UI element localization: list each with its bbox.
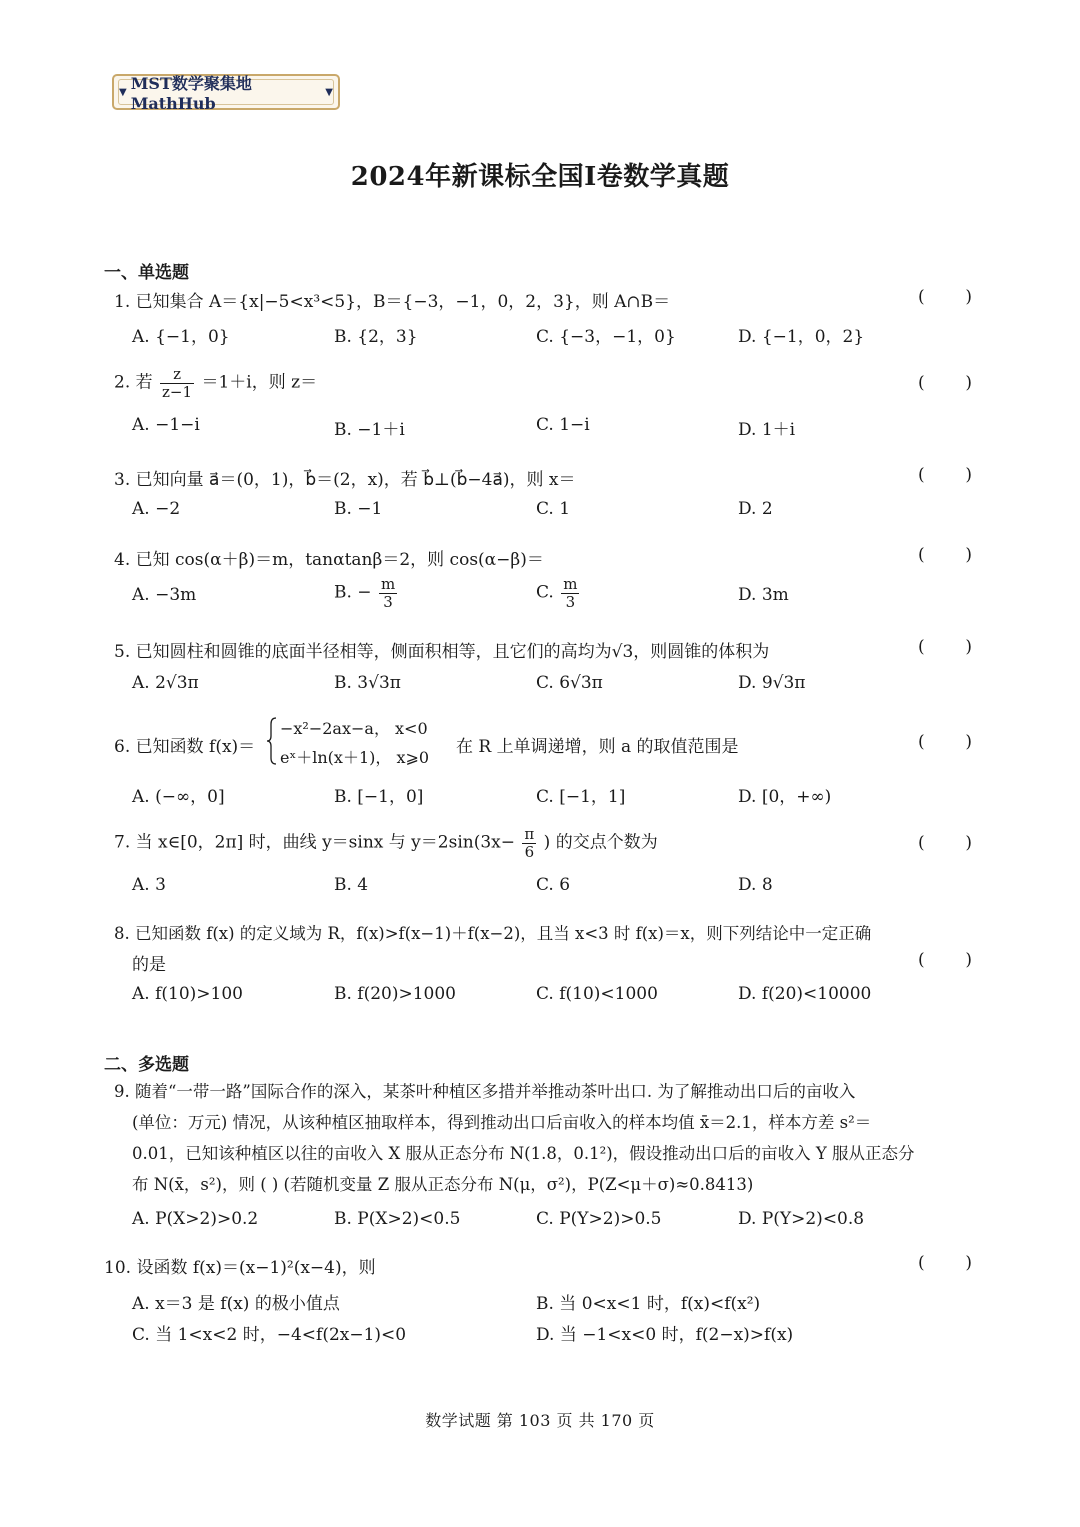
- q5-option-a: A. 2√3π: [132, 673, 199, 693]
- q5-option-d: D. 9√3π: [738, 673, 806, 693]
- q2-option-c: C. 1−i: [536, 415, 590, 435]
- q7-option-b: B. 4: [334, 875, 369, 895]
- q7-option-c: C. 6: [536, 875, 571, 895]
- q1-option-d: D. {−1，0，2}: [738, 327, 865, 347]
- q4-option-b: B. − $\frac{m}{3}$: [334, 575, 396, 611]
- piecewise-case-1: −x²−2ax−a， x<0: [280, 719, 428, 738]
- q6-option-a: A. (−∞，0]: [132, 787, 225, 807]
- fraction: $\frac{\pi}{6}$: [524, 825, 535, 861]
- question-9-line-1: 9. 随着“一带一路”国际合作的深入，某茶叶种植区多措并举推动茶叶出口. 为了解推动出口后的亩收入: [114, 1082, 856, 1101]
- question-6-pre: 6. 已知函数 f(x)＝: [114, 737, 256, 757]
- question-6-post: 在 R 上单调递增，则 a 的取值范围是: [456, 737, 739, 757]
- section-single-choice: 一、单选题: [104, 263, 189, 283]
- question-1-stem: 1. 已知集合 A＝{x|−5<x³<5}，B＝{−3，−1，0，2，3}，则 A∩B＝: [114, 292, 671, 312]
- q4-option-d: D. 3m: [738, 585, 789, 605]
- question-9-line-3: 0.01，已知该种植区以往的亩收入 X 服从正态分布 N(1.8，0.1²)，假设推动出口后的亩收入 Y 服从正态分: [132, 1144, 915, 1163]
- q9-option-a: A. P(X>2)>0.2: [132, 1209, 259, 1229]
- q3-option-a: A. −2: [132, 499, 181, 519]
- piecewise-case-2: eˣ＋ln(x＋1)， x⩾0: [280, 748, 430, 767]
- question-8-line-1: 8. 已知函数 f(x) 的定义域为 R，f(x)>f(x−1)＋f(x−2)，且当 x<3 时 f(x)＝x，则下列结论中一定正确: [114, 924, 872, 943]
- answer-bracket: ( ): [918, 373, 972, 393]
- answer-bracket: ( ): [918, 287, 972, 307]
- q8-option-b: B. f(20)>1000: [334, 984, 456, 1004]
- answer-bracket: ( ): [918, 637, 972, 657]
- q6-option-d: D. [0，+∞): [738, 787, 832, 807]
- question-5-stem: 5. 已知圆柱和圆锥的底面半径相等，侧面积相等，且它们的高均为√3，则圆锥的体积为: [114, 642, 770, 662]
- piecewise-brace-icon: [266, 716, 278, 766]
- fraction: $\frac{m}{3}$: [563, 575, 578, 611]
- answer-bracket: ( ): [918, 545, 972, 565]
- q7-option-d: D. 8: [738, 875, 773, 895]
- q10-option-b: B. 当 0<x<1 时，f(x)<f(x²): [536, 1294, 761, 1314]
- q9-option-d: D. P(Y>2)<0.8: [738, 1209, 865, 1229]
- q8-option-a: A. f(10)>100: [132, 984, 243, 1004]
- q6-option-b: B. [−1，0]: [334, 787, 424, 807]
- question-7-stem: 7. 当 x∈[0，2π] 时，曲线 y＝sinx 与 y＝2sin(3x− $\frac{\pi}{6}$ ) 的交点个数为: [114, 825, 658, 861]
- answer-bracket: ( ): [918, 465, 972, 485]
- question-10-stem: 10. 设函数 f(x)＝(x−1)²(x−4)，则: [104, 1258, 376, 1278]
- q8-option-d: D. f(20)<10000: [738, 984, 872, 1004]
- q5-option-c: C. 6√3π: [536, 673, 603, 693]
- question-2-stem: 2. 若 $\frac{z}{z-1}$ ＝1＋i，则 z＝: [114, 365, 318, 401]
- answer-bracket: ( ): [918, 1253, 972, 1273]
- q9-option-c: C. P(Y>2)>0.5: [536, 1209, 662, 1229]
- answer-bracket: ( ): [918, 732, 972, 752]
- q9-option-b: B. P(X>2)<0.5: [334, 1209, 461, 1229]
- logo-arrow-right-icon: ▼: [325, 86, 333, 98]
- q1-option-a: A. {−1，0}: [132, 327, 230, 347]
- q10-option-a: A. x＝3 是 f(x) 的极小值点: [132, 1294, 340, 1314]
- question-4-stem: 4. 已知 cos(α＋β)＝m，tanαtanβ＝2，则 cos(α−β)＝: [114, 550, 544, 570]
- question-8-line-2: 的是: [132, 955, 166, 975]
- mathhub-logo: [112, 74, 340, 113]
- q2-option-b: B. −1＋i: [334, 420, 405, 440]
- answer-bracket: ( ): [918, 833, 972, 853]
- fraction: $\frac{m}{3}$: [380, 575, 396, 611]
- q3-option-d: D. 2: [738, 499, 773, 519]
- fraction: $\frac{z}{z-1}$: [162, 365, 193, 401]
- question-9-line-4: 布 N(x̄，s²)，则 ( ) (若随机变量 Z 服从正态分布 N(μ，σ²)，P(Z<μ＋σ)≈0.8413): [132, 1175, 754, 1194]
- q5-option-b: B. 3√3π: [334, 673, 401, 693]
- section-multiple-choice: 二、多选题: [104, 1055, 189, 1075]
- q6-option-c: C. [−1，1]: [536, 787, 626, 807]
- question-9-line-2: (单位：万元) 情况，从该种植区抽取样本，得到推动出口后亩收入的样本均值 x̄＝2.1，样本方差 s²＝: [132, 1113, 872, 1132]
- q1-option-c: C. {−3，−1，0}: [536, 327, 676, 347]
- page-title: 2024年新课标全国I卷数学真题: [350, 162, 730, 192]
- q3-option-b: B. −1: [334, 499, 383, 519]
- page-footer: 数学试题 第 103 页 共 170 页: [425, 1411, 655, 1430]
- q7-option-a: A. 3: [132, 875, 166, 895]
- question-3-stem: 3. 已知向量 a⃗＝(0，1)，b⃗＝(2，x)，若 b⃗⊥(b⃗−4a⃗)，则 x＝: [114, 470, 576, 490]
- q3-option-c: C. 1: [536, 499, 571, 519]
- q8-option-c: C. f(10)<1000: [536, 984, 658, 1004]
- q10-option-c: C. 当 1<x<2 时，−4<f(2x−1)<0: [132, 1325, 407, 1345]
- q10-option-d: D. 当 −1<x<0 时，f(2−x)>f(x): [536, 1325, 794, 1345]
- q2-option-a: A. −1−i: [132, 415, 200, 435]
- q1-option-b: B. {2，3}: [334, 327, 418, 347]
- q4-option-c: C. $\frac{m}{3}$: [536, 575, 578, 611]
- q4-option-a: A. −3m: [132, 585, 197, 605]
- logo-arrow-left-icon: ▼: [119, 86, 127, 98]
- q2-option-d: D. 1＋i: [738, 420, 796, 440]
- answer-bracket: ( ): [918, 950, 972, 970]
- logo-text: MST数学聚集地MathHub: [130, 74, 252, 113]
